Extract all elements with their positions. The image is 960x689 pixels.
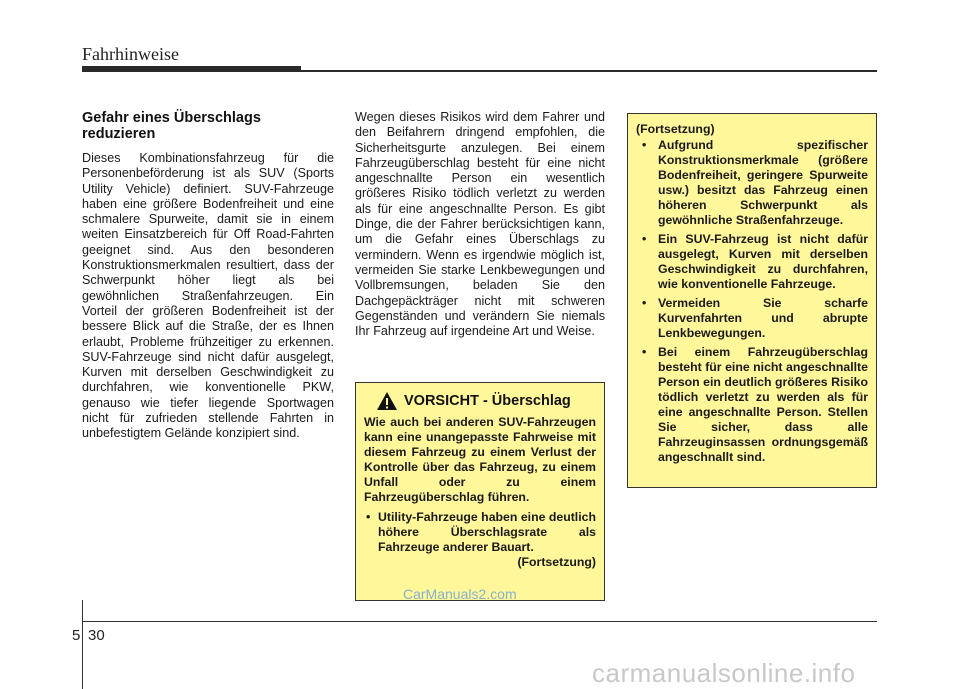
middle-column bbox=[355, 110, 605, 339]
section-heading: Gefahr eines Überschlags reduzieren bbox=[82, 110, 261, 142]
continuation-box bbox=[627, 113, 877, 488]
page-chapter-number: 5 bbox=[72, 627, 81, 644]
caution-title: VORSICHT - Überschlag bbox=[404, 393, 571, 409]
watermark-carmanuals2: CarManuals2.com bbox=[403, 586, 517, 602]
page-header-title: Fahrhinweise bbox=[82, 44, 179, 64]
section-paragraph-1: Dieses Kombinationsfahrzeug für die Personenbeförderung ist als SUV (Sports Utility Vehicle) definiert. SUV-Fahrzeuge haben eine größere Bodenfreiheit und eine schmalere Spurweite, damit sie in einem weiten Einsatzbereich für Off Road-Fahrten geeignet sind. Aus den besonderen Konstruktionsmerkmalen resultiert, dass der Schwerpunkt höher liegt als bei gewöhnlichen Straßenfahrzeugen. Ein Vorteil der größeren Bodenfreiheit ist der bessere Blick auf die Straße, der es Ihnen erlaubt, Probleme frühzeitiger zu erkennen. SUV-Fahrzeuge sind nicht dafür ausgelegt, Kurven mit derselben Geschwindigkeit zu durchfahren, wie konventionelle PKW, genauso wie tiefer liegende Sportwagen nicht für zufrieden stellende Fahrten in unbefestigtem Gelände konzipiert sind. bbox=[82, 151, 334, 441]
continuation-bullet: • Bei einem Fahrzeugüberschlag besteht für eine nicht angeschnallte Person ein deutlich größeres Risiko tödlich verletzt zu werden als für eine angeschnallte Person. Stellen Sie sicher, dass alle Fahrzeuginsassen ordnungsgemäß angeschnallt sind. bbox=[636, 345, 868, 465]
watermark-carmanualsonline: carmanualsonline.info bbox=[592, 658, 856, 688]
caution-header bbox=[376, 391, 596, 411]
continuation-label: (Fortsetzung) bbox=[636, 122, 715, 136]
caution-continued-label: (Fortsetzung) bbox=[517, 555, 596, 569]
footer-tick bbox=[82, 600, 83, 689]
caution-bullet: • Utility-Fahrzeuge haben eine deutlich höhere Überschlagsrate als Fahrzeuge anderer Bauart. bbox=[364, 510, 596, 555]
caution-box bbox=[355, 382, 605, 601]
continuation-bullet: • Vermeiden Sie scharfe Kurvenfahrten und abrupte Lenkbewegungen. bbox=[636, 296, 868, 341]
section-paragraph-2: Wegen dieses Risikos wird dem Fahrer und den Beifahrern dringend empfohlen, die Sicherheitsgurte anzulegen. Bei einem Fahrzeugüberschlag besteht für eine nicht angeschnallte Person ein wesentlich größeres Risiko tödlich verletzt zu werden als für eine angeschnallte Person. Es gibt Dinge, die der Fahrer berücksichtigen kann, um die Gefahr eines Überschlags zu vermindern. Wenn es irgendwie möglich ist, vermeiden Sie starke Lenkbewegungen und Vollbremsungen, beladen Sie den Dachgepäckträger nicht mit schweren Gegenständen und verändern Sie niemals Ihr Fahrzeug auf irgendeine Art und Weise. bbox=[355, 110, 605, 339]
continuation-bullet: • Aufgrund spezifischer Konstruktionsmerkmale (größere Bodenfreiheit, geringere Spurweite usw.) besitzt das Fahrzeug einen höheren Schwerpunkt als gewöhnliche Straßenfahrzeuge. bbox=[636, 138, 868, 228]
caution-bullet-list bbox=[364, 510, 596, 555]
caution-text: Wie auch bei anderen SUV-Fahrzeugen kann eine unangepasste Fahrweise mit diesem Fahrzeug zu einem Verlust der Kontrolle über das Fahrzeug, zu einem Unfall oder zu einem Fahrzeugüberschlag führen. bbox=[364, 415, 596, 504]
warning-triangle-icon bbox=[376, 391, 398, 411]
footer-rule bbox=[82, 621, 877, 622]
header-rule-thin bbox=[301, 70, 877, 72]
continuation-bullet-list bbox=[636, 138, 868, 465]
page-number: 30 bbox=[88, 627, 105, 644]
left-column bbox=[82, 110, 334, 442]
continuation-bullet: • Ein SUV-Fahrzeug ist nicht dafür ausgelegt, Kurven mit derselben Geschwindigkeit zu durchfahren, wie konventionelle Fahrzeuge. bbox=[636, 232, 868, 292]
header-rule-thick bbox=[82, 66, 301, 72]
